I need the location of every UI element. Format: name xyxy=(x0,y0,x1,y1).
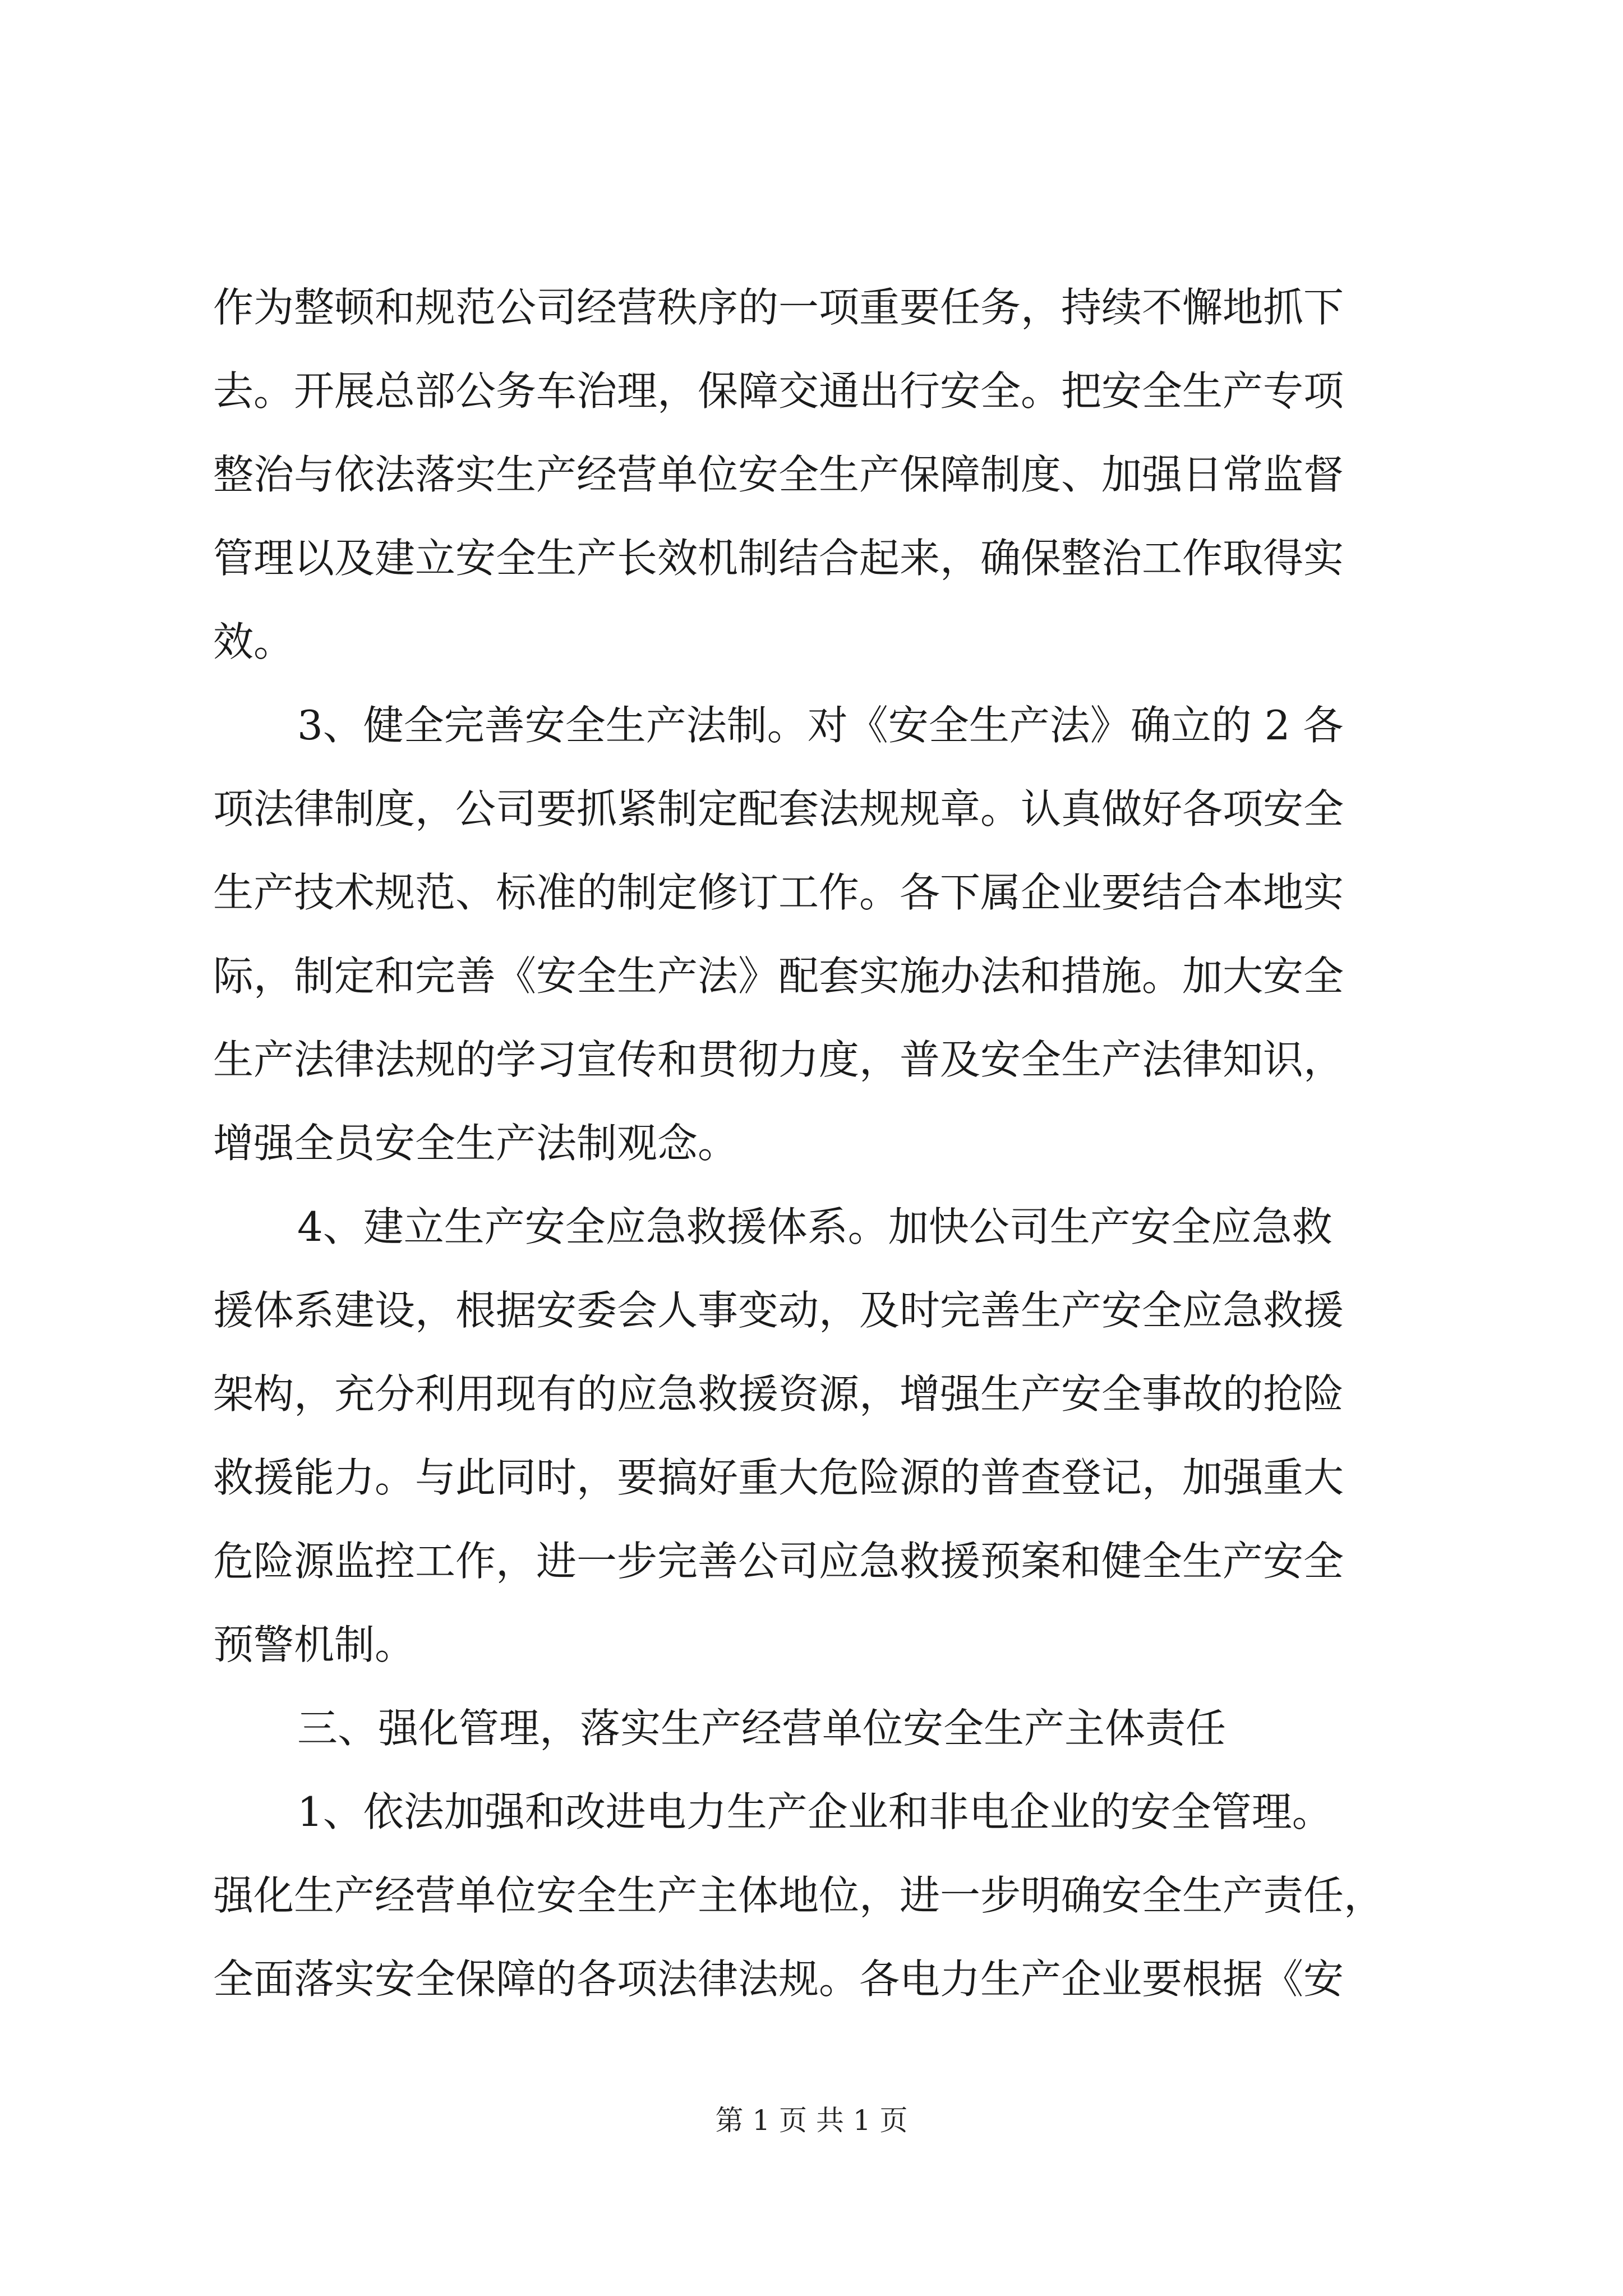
line-text: 际，制定和完善《安全生产法》配套实施办法和措施。加大安全 xyxy=(213,953,1344,1000)
text-line xyxy=(0,1522,1623,1600)
line-text: 整治与依法落实生产经营单位安全生产保障制度、加强日常监督 xyxy=(213,451,1344,498)
line-text: 危险源监控工作，进一步完善公司应急救援预案和健全生产安全 xyxy=(213,1538,1344,1585)
text-line xyxy=(0,686,1623,765)
line-text: 全面落实安全保障的各项法律法规。各电力生产企业要根据《安 xyxy=(213,1955,1344,2003)
text-line xyxy=(0,1271,1623,1350)
page-footer: 第 1 页 共 1 页 xyxy=(715,2104,908,2137)
line-text: 作为整顿和规范公司经营秩序的一项重要任务，持续不懈地抓下 xyxy=(213,284,1344,331)
line-text: 管理以及建立安全生产长效机制结合起来，确保整治工作取得实 xyxy=(213,535,1344,582)
text-line xyxy=(0,1438,1623,1517)
text-line xyxy=(0,1020,1623,1099)
line-text: 4、建立生产安全应急救援体系。加快公司生产安全应急救 xyxy=(297,1203,1332,1250)
text-line xyxy=(0,352,1623,430)
text-line xyxy=(0,519,1623,597)
text-line xyxy=(0,268,1623,347)
line-text: 强化生产经营单位安全生产主体地位，进一步明确安全生产责任， xyxy=(213,1872,1385,1919)
text-line xyxy=(0,1188,1623,1266)
section-heading xyxy=(0,1689,1623,1768)
text-line xyxy=(0,1940,1623,2018)
line-text: 1、依法加强和改进电力生产企业和非电企业的安全管理。 xyxy=(297,1788,1332,1835)
heading-text: 三、强化管理，落实生产经营单位安全生产主体责任 xyxy=(297,1705,1227,1752)
line-text: 增强全员安全生产法制观念。 xyxy=(213,1120,739,1167)
line-text: 3、健全完善安全生产法制。对《安全生产法》确立的 2 各 xyxy=(297,702,1344,749)
text-line xyxy=(0,1355,1623,1433)
line-text: 预警机制。 xyxy=(213,1621,416,1668)
line-text: 项法律制度，公司要抓紧制定配套法规规章。认真做好各项安全 xyxy=(213,785,1344,832)
text-line xyxy=(0,602,1623,681)
line-text: 效。 xyxy=(213,618,294,665)
line-text: 生产技术规范、标准的制定修订工作。各下属企业要结合本地实 xyxy=(213,869,1344,916)
line-text: 生产法律法规的学习宣传和贯彻力度，普及安全生产法律知识， xyxy=(213,1036,1344,1083)
text-line xyxy=(0,937,1623,1015)
line-text: 架构，充分利用现有的应急救援资源，增强生产安全事故的抢险 xyxy=(213,1370,1344,1418)
text-line xyxy=(0,1773,1623,1851)
text-line xyxy=(0,1104,1623,1182)
text-line xyxy=(0,435,1623,514)
line-text: 去。开展总部公务车治理，保障交通出行安全。把安全生产专项 xyxy=(213,367,1344,415)
text-line xyxy=(0,853,1623,932)
text-line xyxy=(0,1856,1623,1935)
line-text: 救援能力。与此同时，要搞好重大危险源的普查登记，加强重大 xyxy=(213,1454,1344,1501)
line-text: 援体系建设，根据安委会人事变动，及时完善生产安全应急救援 xyxy=(213,1287,1344,1334)
text-line xyxy=(0,1605,1623,1684)
text-line xyxy=(0,770,1623,848)
